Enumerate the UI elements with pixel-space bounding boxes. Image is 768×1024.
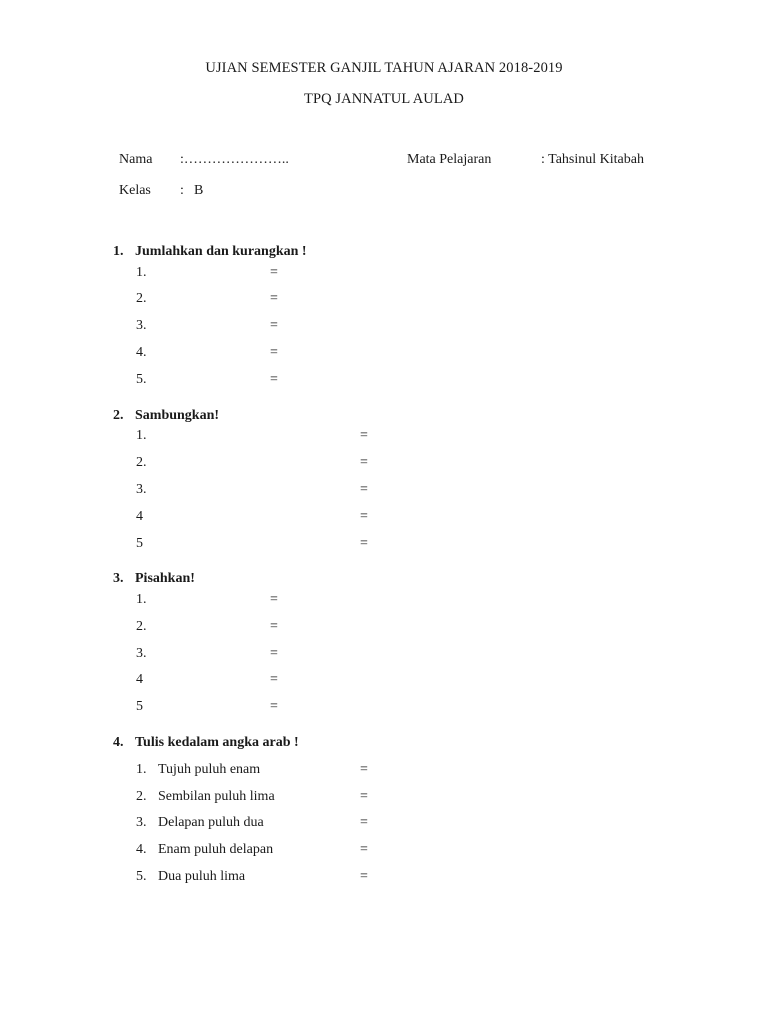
equals-sign: =	[270, 291, 278, 306]
item-number: 2.	[136, 619, 147, 634]
section-heading: Jumlahkan dan kurangkan !	[135, 244, 307, 259]
class-colon: :	[180, 183, 184, 198]
equals-sign: =	[270, 699, 278, 714]
item-number: 2.	[136, 291, 147, 306]
section-heading: Sambungkan!	[135, 408, 220, 423]
equals-sign: =	[360, 455, 368, 470]
subject-value: : Tahsinul Kitabah	[541, 152, 644, 167]
item-number: 3.	[136, 318, 147, 333]
item-number: 4.	[136, 345, 147, 360]
equals-sign: =	[360, 762, 368, 777]
class-label: Kelas	[119, 183, 151, 198]
item-number: 3.	[136, 646, 147, 661]
item-number: 2.	[136, 789, 147, 804]
subject-label: Mata Pelajaran	[407, 152, 492, 167]
equals-sign: =	[360, 842, 368, 857]
name-blank: :…………………..	[180, 152, 289, 167]
item-text: Enam puluh delapan	[158, 842, 274, 857]
equals-sign: =	[270, 646, 278, 661]
item-number: 1.	[136, 265, 147, 280]
section-heading: Tulis kedalam angka arab !	[135, 735, 299, 750]
item-text: Tujuh puluh enam	[158, 762, 261, 777]
class-value: B	[194, 183, 204, 198]
item-number: 5	[136, 699, 143, 714]
equals-sign: =	[360, 815, 368, 830]
item-number: 3.	[136, 482, 147, 497]
section-number: 2.	[113, 408, 124, 423]
exam-title: UJIAN SEMESTER GANJIL TAHUN AJARAN 2018-2019	[205, 60, 563, 76]
item-text: Sembilan puluh lima	[158, 789, 275, 804]
name-label: Nama	[119, 152, 153, 167]
item-number: 1.	[136, 428, 147, 443]
equals-sign: =	[270, 372, 278, 387]
item-number: 1.	[136, 762, 147, 777]
item-number: 4	[136, 672, 143, 687]
item-number: 1.	[136, 592, 147, 607]
equals-sign: =	[360, 428, 368, 443]
section-number: 4.	[113, 735, 124, 750]
item-text: Delapan puluh dua	[158, 815, 264, 830]
equals-sign: =	[270, 265, 278, 280]
equals-sign: =	[360, 509, 368, 524]
section-number: 1.	[113, 244, 124, 259]
equals-sign: =	[270, 345, 278, 360]
item-number: 2.	[136, 455, 147, 470]
item-number: 3.	[136, 815, 147, 830]
item-number: 5	[136, 536, 143, 551]
section-heading: Pisahkan!	[135, 571, 195, 586]
equals-sign: =	[270, 672, 278, 687]
section-number: 3.	[113, 571, 124, 586]
equals-sign: =	[270, 619, 278, 634]
item-number: 5.	[136, 869, 147, 884]
item-number: 4	[136, 509, 143, 524]
item-text: Dua puluh lima	[158, 869, 246, 884]
school-name: TPQ JANNATUL AULAD	[304, 91, 464, 107]
equals-sign: =	[360, 482, 368, 497]
equals-sign: =	[270, 318, 278, 333]
equals-sign: =	[270, 592, 278, 607]
item-number: 5.	[136, 372, 147, 387]
equals-sign: =	[360, 536, 368, 551]
item-number: 4.	[136, 842, 147, 857]
equals-sign: =	[360, 869, 368, 884]
equals-sign: =	[360, 789, 368, 804]
